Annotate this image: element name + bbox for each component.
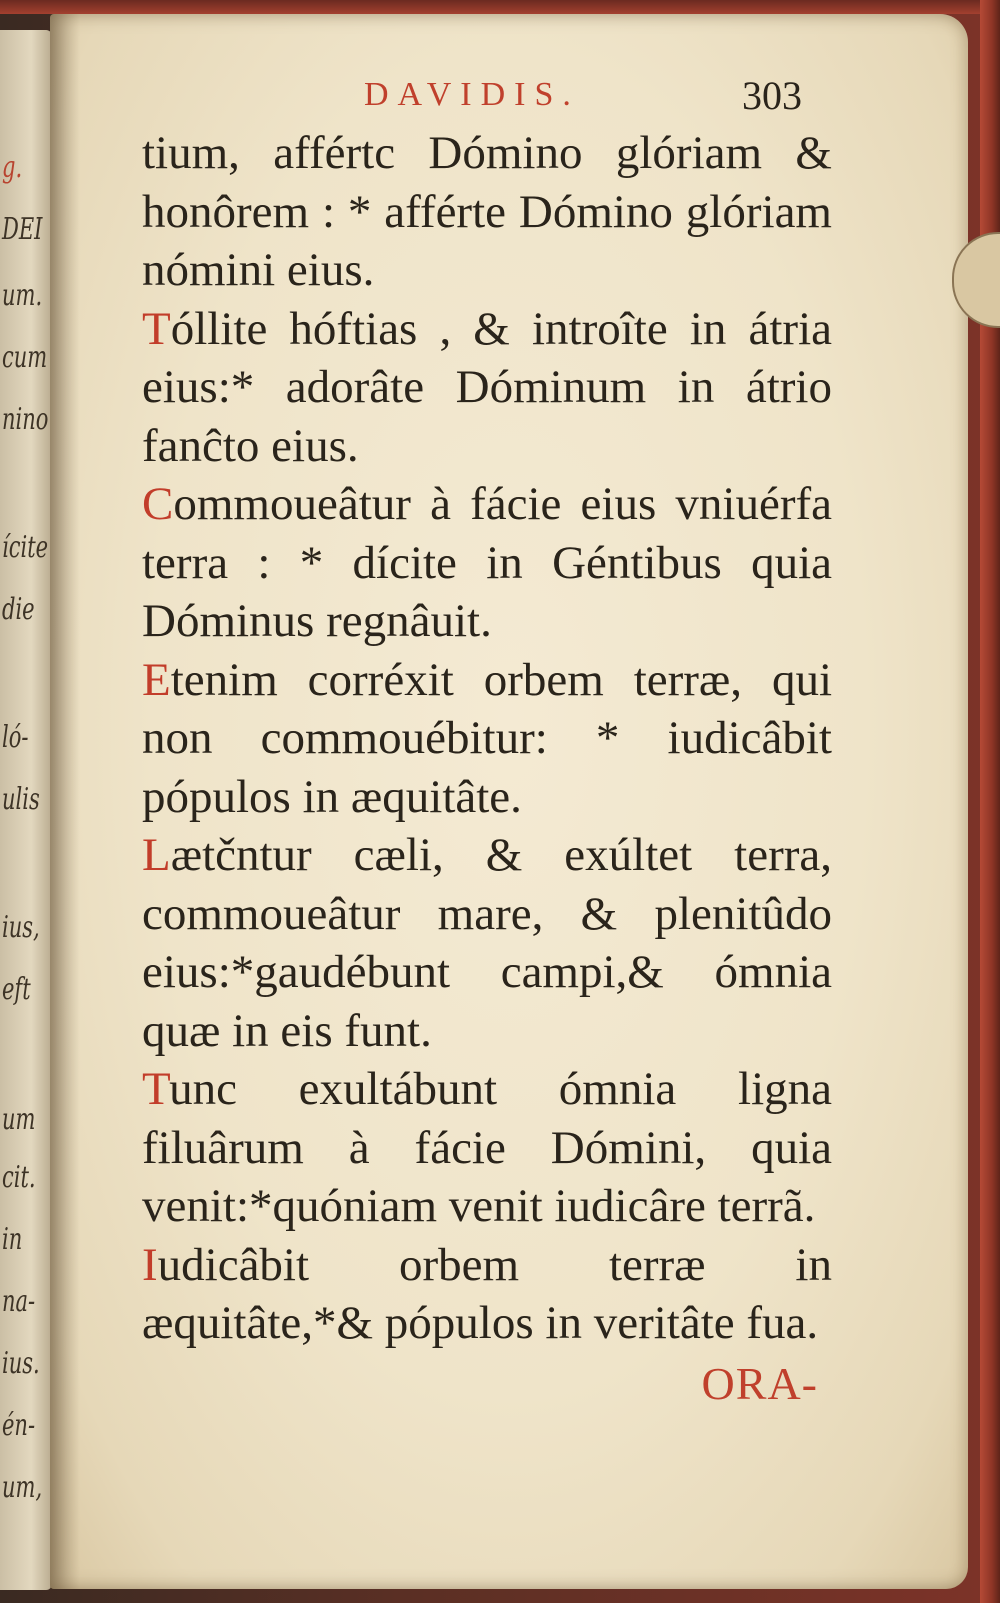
facing-page-fragment: ulis — [2, 782, 40, 817]
verse — [142, 826, 832, 1060]
verse-initial: I — [142, 1238, 158, 1291]
catchword: ORA- — [701, 1357, 818, 1409]
verse-initial: L — [142, 829, 171, 881]
verse-initial: T — [142, 1063, 170, 1115]
facing-page-fragment: na- — [2, 1284, 36, 1319]
verse-text: unc exultábunt ómnia ligna filuârum à fácie Dómini, quia venit:*quóniam venit iudicâre terrã. — [142, 1063, 832, 1232]
verse — [142, 1236, 832, 1353]
facing-page-fragment: DEI — [2, 212, 43, 247]
facing-page-fragment: ius, — [2, 910, 40, 945]
verse-text: tenim corréxit orbem terræ, qui non commouébitur: * iudicâbit pópulos in æquitâte. — [142, 653, 832, 823]
running-head-title: DAVIDIS. — [364, 76, 580, 113]
verse-initial: E — [142, 653, 171, 706]
verse — [142, 651, 832, 827]
facing-page-fragment: cit. — [2, 1160, 36, 1195]
verse — [142, 1060, 832, 1236]
facing-page-fragment: én- — [2, 1408, 36, 1443]
verse — [142, 475, 832, 651]
verse-text: ætčntur cæli, & exúltet terra, commoueâtur mare, & plenitûdo eius:*gaudébunt campi,& ómnia quæ in eis funt. — [142, 829, 832, 1057]
verse-text: ommoueâtur à fácie eius vniuérfa terra : * dícite in Géntibus quia Dóminus regnâuit. — [142, 478, 832, 647]
verse — [142, 124, 832, 300]
page-gutter-shadow — [50, 14, 80, 1589]
binding-top-edge — [0, 0, 1000, 14]
page-text — [142, 68, 832, 1410]
verse-text: udicâbit orbem terræ in æquitâte,*& pópulos in veritâte fua. — [142, 1238, 832, 1349]
facing-page-fragment: in — [2, 1222, 23, 1257]
facing-page-fragment: die — [2, 592, 35, 627]
facing-page-fragment: nino — [2, 402, 49, 437]
verse-text: tium, affértc Dómino glóriam & honôrem : * afférte Dómino glóriam nómini eius. — [142, 127, 832, 296]
facing-page-fragment: ícite — [2, 530, 49, 565]
running-head — [142, 68, 832, 124]
facing-page-fragment: ius. — [2, 1346, 40, 1381]
verse-initial: C — [142, 478, 174, 530]
facing-page-fragment: ló- — [2, 720, 29, 755]
facing-page-fragment: cum — [2, 340, 48, 375]
verse — [142, 300, 832, 476]
verse-text: óllite hóftias , & introîte in átria eius:* adorâte Dóminum in átrio fanĉto eius. — [142, 302, 832, 472]
facing-page-fragment: um, — [2, 1470, 43, 1505]
verse-initial: T — [142, 302, 171, 355]
facing-page — [0, 30, 52, 1590]
facing-page-fragment: um. — [2, 278, 43, 313]
facing-page-fragment: g. — [2, 150, 23, 185]
page-number: 303 — [742, 73, 802, 118]
facing-page-fragment: um — [2, 1102, 36, 1137]
facing-page-fragment: eft — [2, 972, 31, 1007]
